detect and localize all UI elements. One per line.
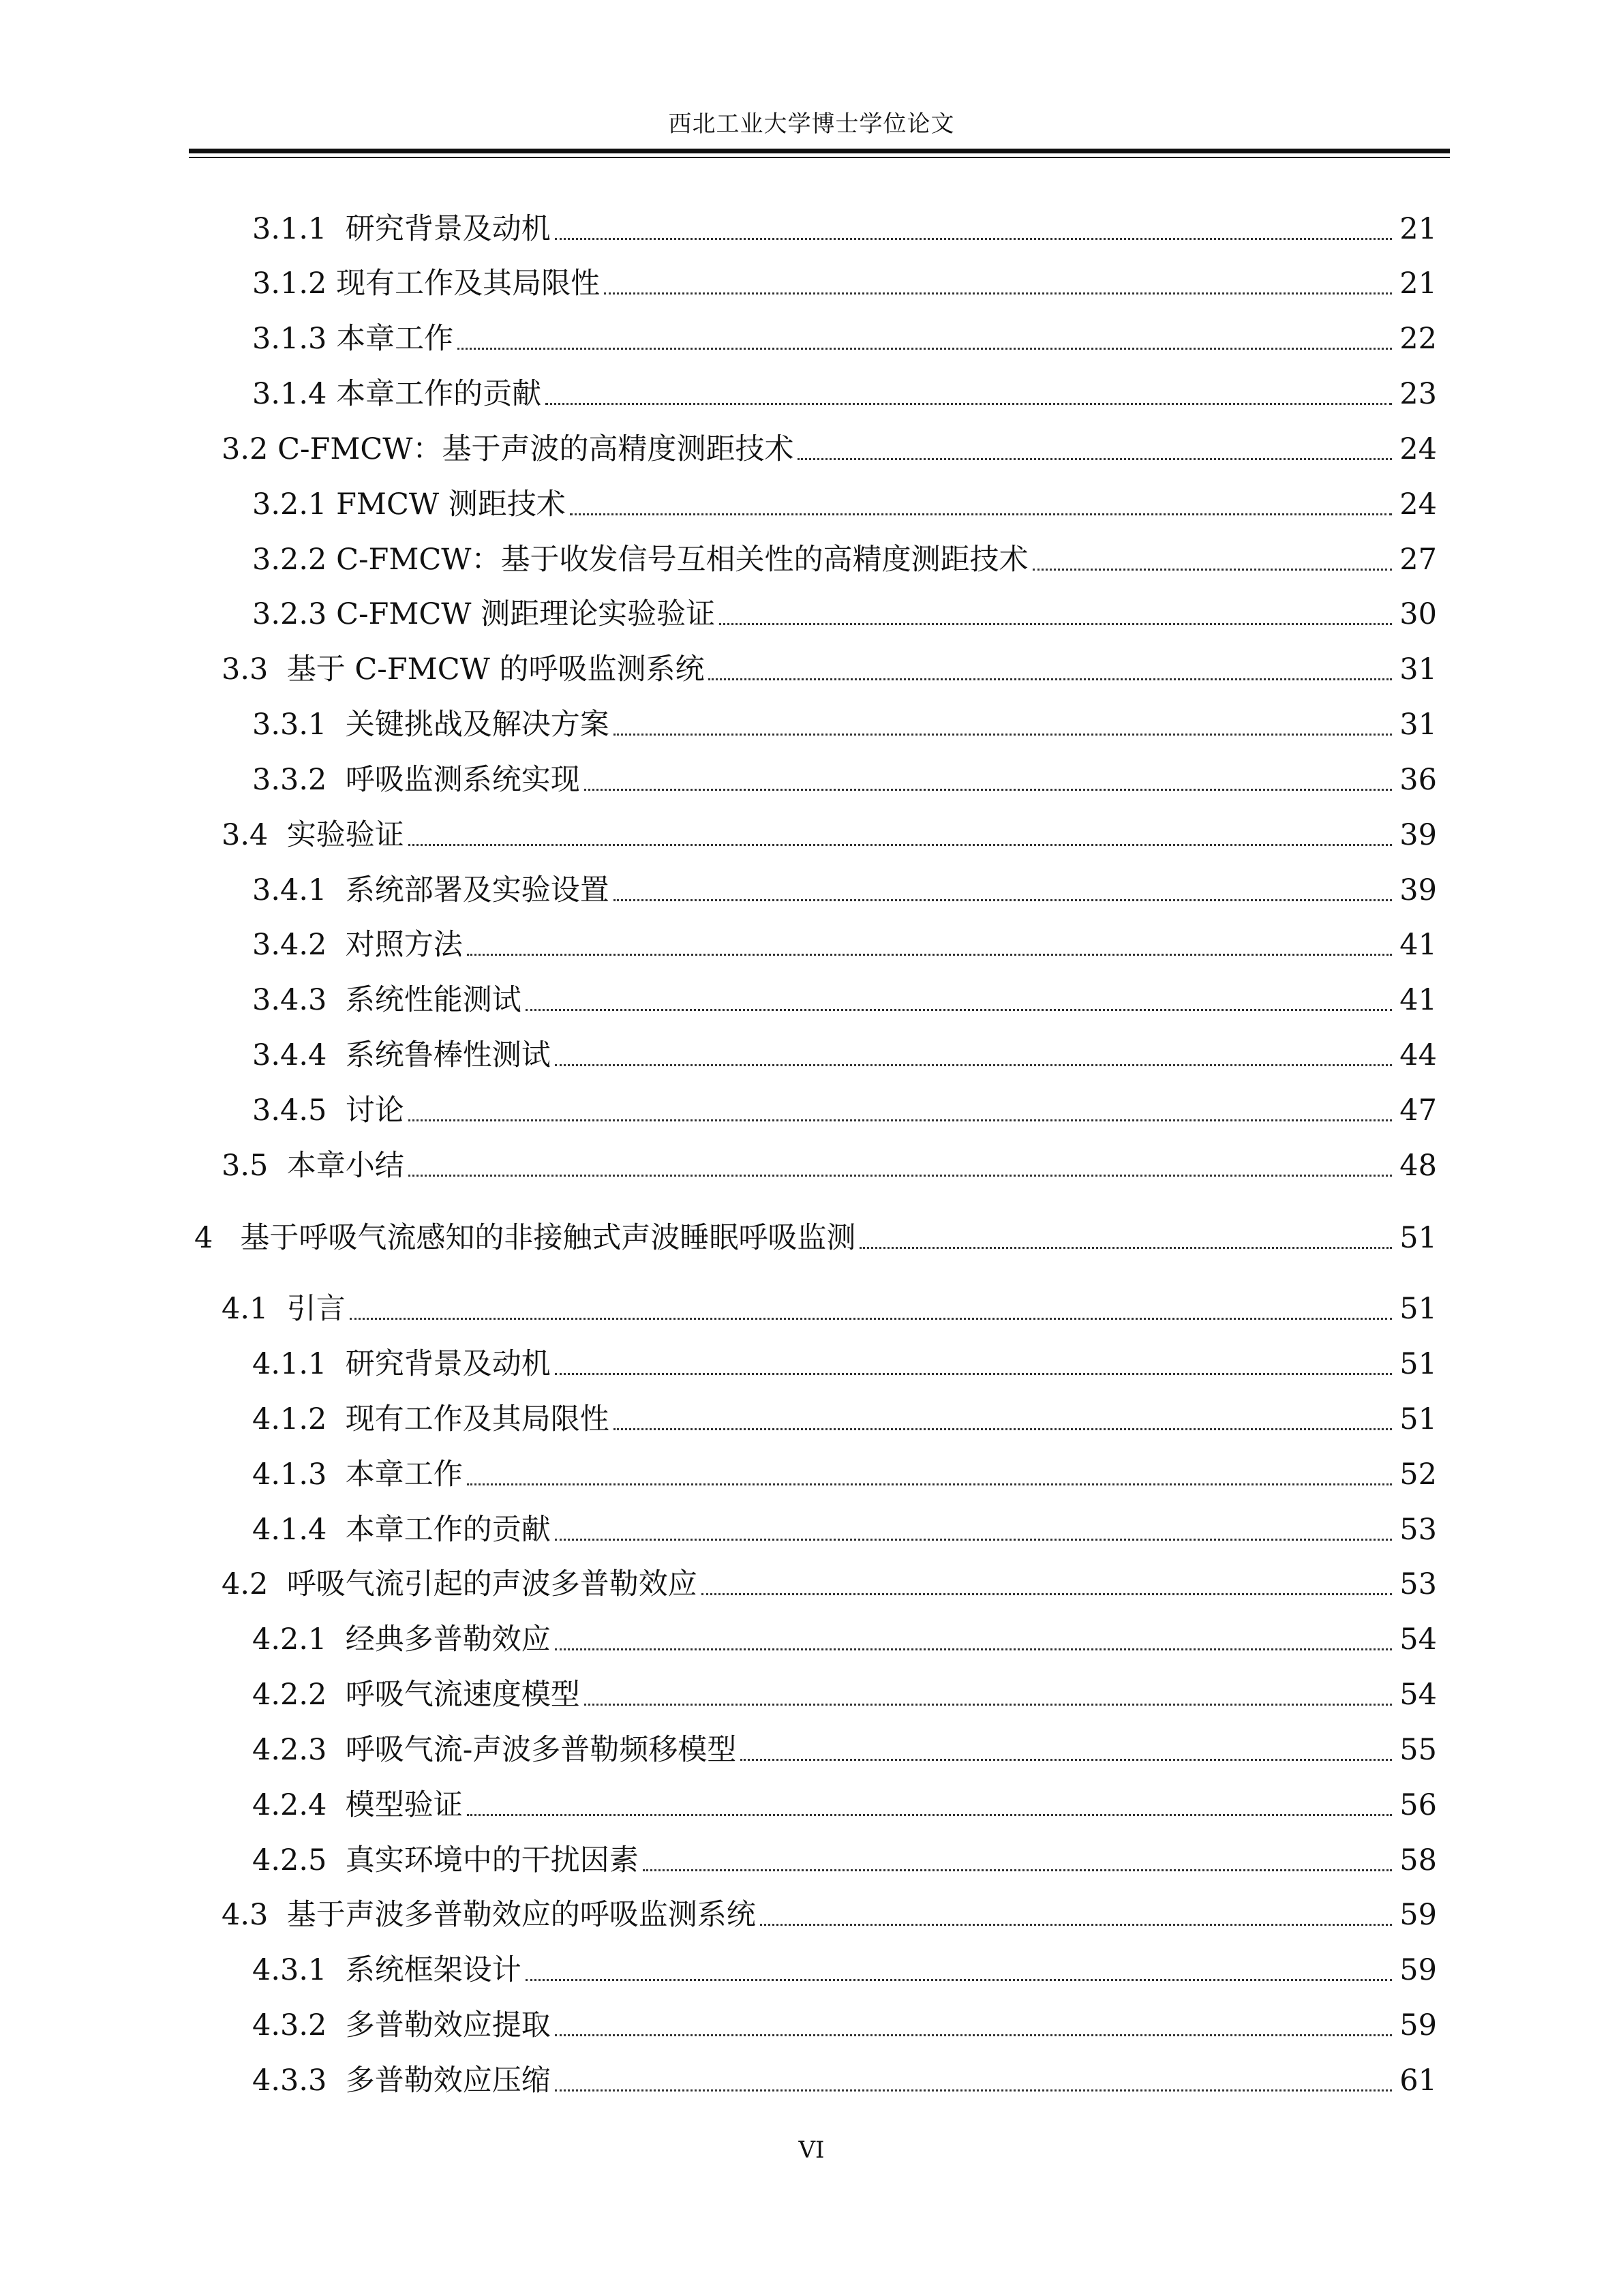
toc-entry-separator	[268, 815, 286, 856]
toc-entry-page: 36	[1399, 763, 1437, 797]
toc-dot-leader	[555, 1648, 1392, 1650]
toc-entry-separator	[268, 1564, 286, 1605]
toc-entry-page: 47	[1399, 1093, 1437, 1128]
toc-chapter-number: 4	[194, 1221, 213, 1255]
toc-entry[interactable]	[0, 649, 1437, 690]
toc-entry-page: 51	[1399, 1402, 1437, 1436]
toc-entry[interactable]	[0, 484, 1437, 525]
toc-entry-page: 23	[1399, 377, 1437, 411]
toc-dot-leader	[555, 2034, 1392, 2036]
toc-entry-page: 21	[1399, 212, 1437, 246]
toc-entry-separator	[327, 759, 345, 800]
toc-dot-leader	[860, 1247, 1392, 1249]
toc-entry-title: 经典多普勒效应	[345, 1622, 551, 1657]
toc-entry-title: 关键挑战及解决方案	[345, 708, 609, 742]
toc-entry-title: C-FMCW 测距理论实验验证	[336, 597, 716, 631]
toc-entry-number: 3.1.2	[252, 267, 327, 301]
toc-entry-title: 系统框架设计	[345, 1953, 521, 1987]
toc-entry-separator	[327, 539, 336, 580]
toc-entry-separator	[268, 649, 286, 690]
toc-entry-number: 4.1	[222, 1292, 269, 1326]
toc-entry[interactable]	[0, 1564, 1437, 1605]
toc-dot-leader	[740, 1759, 1392, 1761]
toc-dot-leader	[708, 678, 1392, 680]
toc-entry[interactable]	[0, 815, 1437, 856]
toc-entry-number: 4.1.3	[252, 1457, 327, 1492]
toc-entry[interactable]	[0, 429, 1437, 470]
toc-entry-page: 24	[1399, 432, 1437, 466]
toc-entry-title: 系统鲁棒性测试	[345, 1038, 551, 1072]
toc-entry-page: 27	[1399, 543, 1437, 577]
header-rule-thin	[189, 157, 1450, 158]
toc-dot-leader	[526, 1979, 1392, 1981]
toc-entry[interactable]	[0, 1454, 1437, 1495]
toc-dot-leader	[613, 899, 1392, 901]
toc-entry-separator	[327, 1785, 345, 1826]
toc-entry-title: C-FMCW：基于收发信号互相关性的高精度测距技术	[336, 543, 1029, 577]
toc-entry-page: 54	[1399, 1678, 1437, 1712]
toc-entry-title: 研究背景及动机	[345, 212, 551, 246]
toc-entry-title: 现有工作及其局限性	[345, 1402, 609, 1436]
toc-entry[interactable]	[0, 1090, 1437, 1131]
toc-dot-leader	[555, 238, 1392, 240]
toc-entry[interactable]	[0, 2060, 1437, 2101]
toc-dot-leader	[701, 1593, 1392, 1595]
toc-entry-separator	[327, 1619, 345, 1660]
toc-entry-page: 21	[1399, 267, 1437, 301]
toc-entry-title: 呼吸气流-声波多普勒频移模型	[345, 1733, 737, 1767]
toc-entry-number: 4.1.1	[252, 1347, 327, 1381]
toc-entry[interactable]	[0, 594, 1437, 635]
toc-dot-leader	[604, 292, 1392, 294]
toc-dot-leader	[719, 623, 1392, 625]
toc-dot-leader	[545, 403, 1392, 405]
toc-entry-page: 53	[1399, 1567, 1437, 1601]
toc-entry[interactable]	[0, 980, 1437, 1021]
toc-entry-separator	[327, 1509, 345, 1550]
toc-entry-separator	[268, 1288, 286, 1329]
toc-dot-leader	[798, 458, 1392, 460]
toc-entry-title: 多普勒效应提取	[345, 2008, 551, 2042]
toc-entry-page: 31	[1399, 708, 1437, 742]
toc-entry[interactable]	[0, 1145, 1437, 1186]
toc-dot-leader	[526, 1009, 1392, 1011]
toc-entry[interactable]	[0, 1674, 1437, 1715]
toc-entry-page: 39	[1399, 818, 1437, 852]
page-header-title: 西北工业大学博士学位论文	[668, 110, 955, 138]
toc-dot-leader	[408, 844, 1392, 846]
toc-dot-leader	[760, 1924, 1392, 1926]
toc-dot-leader	[408, 1175, 1392, 1177]
toc-entry-separator	[327, 870, 345, 911]
toc-entry[interactable]	[0, 1399, 1437, 1440]
toc-entry-number: 4.3.3	[252, 2064, 327, 2098]
toc-entry-separator	[268, 429, 277, 470]
toc-entry-separator	[327, 318, 336, 359]
toc-entry-title: C-FMCW：基于声波的高精度测距技术	[277, 432, 794, 466]
toc-entry-number: 3.4	[222, 818, 269, 852]
toc-entry-number: 4.3.2	[252, 2008, 327, 2042]
toc-entry-page: 22	[1399, 322, 1437, 356]
toc-dot-leader	[584, 1704, 1392, 1706]
toc-entry-number: 4.2.5	[252, 1843, 327, 1877]
toc-entry-number: 4.2.2	[252, 1678, 327, 1712]
toc-entry-title: 呼吸气流引起的声波多普勒效应	[286, 1567, 697, 1601]
toc-entry-title: 实验验证	[286, 818, 404, 852]
toc-entry-page: 41	[1399, 983, 1437, 1017]
toc-entry-number: 4.2.1	[252, 1622, 327, 1657]
toc-entry-page: 41	[1399, 928, 1437, 962]
toc-entry-number: 3.2.1	[252, 487, 327, 522]
toc-entry[interactable]	[0, 870, 1437, 911]
toc-entry-page: 59	[1399, 2008, 1437, 2042]
toc-entry[interactable]	[0, 1894, 1437, 1935]
toc-entry-number: 3.3	[222, 652, 269, 686]
toc-entry[interactable]	[0, 924, 1437, 965]
toc-entry-page: 55	[1399, 1733, 1437, 1767]
header-rule-thick	[189, 149, 1450, 153]
toc-entry-page: 48	[1399, 1149, 1437, 1183]
toc-entry-page: 59	[1399, 1953, 1437, 1987]
toc-entry[interactable]	[0, 1950, 1437, 1991]
toc-entry[interactable]	[0, 1619, 1437, 1660]
toc-dot-leader	[613, 734, 1392, 736]
toc-dot-leader	[467, 1483, 1392, 1485]
toc-entry-page: 30	[1399, 597, 1437, 631]
toc-dot-leader	[467, 1814, 1392, 1816]
toc-entry[interactable]	[0, 1035, 1437, 1076]
toc-entry-title: 对照方法	[345, 928, 463, 962]
toc-entry[interactable]	[0, 704, 1437, 745]
toc-entry-number: 4.2.3	[252, 1733, 327, 1767]
toc-entry-title: 真实环境中的干扰因素	[345, 1843, 639, 1877]
toc-entry-separator	[327, 980, 345, 1021]
toc-entry-separator	[268, 1894, 286, 1935]
toc-dot-leader	[1033, 569, 1393, 571]
toc-entry-separator	[327, 924, 345, 965]
toc-entry-separator	[327, 1090, 345, 1131]
toc-entry[interactable]	[0, 1729, 1437, 1770]
toc-entry-title: 系统部署及实验设置	[345, 873, 609, 907]
toc-entry-separator	[327, 1344, 345, 1385]
toc-entry-number: 3.4.1	[252, 873, 327, 907]
toc-entry[interactable]	[0, 539, 1437, 580]
toc-entry[interactable]	[0, 374, 1437, 414]
toc-entry-separator	[327, 1399, 345, 1440]
toc-entry-separator	[327, 1454, 345, 1495]
toc-entry-separator	[327, 2060, 345, 2101]
toc-entry-number: 3.1.1	[252, 212, 327, 246]
toc-entry-number: 3.1.4	[252, 377, 327, 411]
toc-entry-number: 4.3.1	[252, 1953, 327, 1987]
toc-entry[interactable]	[0, 209, 1437, 250]
toc-entry-separator	[327, 1674, 345, 1715]
toc-entry-number: 3.4.3	[252, 983, 327, 1017]
toc-entry-title: 本章小结	[286, 1149, 404, 1183]
toc-entry-title: 呼吸监测系统实现	[345, 763, 580, 797]
toc-entry-number: 3.5	[222, 1149, 269, 1183]
toc-dot-leader	[555, 2089, 1392, 2091]
toc-entry-title: 系统性能测试	[345, 983, 521, 1017]
toc-entry-title: 基于 C-FMCW 的呼吸监测系统	[286, 652, 705, 686]
toc-entry[interactable]	[0, 759, 1437, 800]
toc-entry-title: 呼吸气流速度模型	[345, 1678, 580, 1712]
toc-entry-page: 59	[1399, 1898, 1437, 1932]
toc-dot-leader	[584, 789, 1392, 791]
toc-entry-page: 56	[1399, 1788, 1437, 1822]
toc-dot-leader	[643, 1869, 1392, 1871]
toc-entry-page: 51	[1399, 1347, 1437, 1381]
toc-entry-title: 多普勒效应压缩	[345, 2064, 551, 2098]
toc-entry-page: 52	[1399, 1457, 1437, 1492]
toc-entry-page: 44	[1399, 1038, 1437, 1072]
toc-entry-title: 引言	[286, 1292, 346, 1326]
toc-entry[interactable]	[0, 2005, 1437, 2046]
toc-entry-title: 本章工作	[336, 322, 454, 356]
toc-dot-leader	[408, 1119, 1392, 1121]
toc-entry[interactable]	[0, 1509, 1437, 1550]
toc-entry-title: 现有工作及其局限性	[336, 267, 601, 301]
page-number: VI	[798, 2136, 825, 2164]
toc-dot-leader	[555, 1373, 1392, 1375]
toc-entry-separator	[327, 209, 345, 250]
toc-entry-separator	[327, 594, 336, 635]
toc-entry-number: 3.4.2	[252, 928, 327, 962]
toc-entry[interactable]	[0, 1840, 1437, 1881]
toc-entry-page: 61	[1399, 2064, 1437, 2098]
toc-entry-separator	[327, 1950, 345, 1991]
toc-entry-title: 本章工作	[345, 1457, 463, 1492]
toc-entry[interactable]	[0, 318, 1437, 359]
toc-entry-separator	[327, 484, 336, 525]
toc-entry-title: 本章工作的贡献	[336, 377, 542, 411]
toc-entry-page: 58	[1399, 1843, 1437, 1877]
toc-entry-number: 3.4.4	[252, 1038, 327, 1072]
toc-entry-number: 3.1.3	[252, 322, 327, 356]
toc-entry[interactable]	[0, 1785, 1437, 1826]
toc-dot-leader	[350, 1318, 1392, 1320]
toc-entry-separator	[327, 1035, 345, 1076]
toc-entry-number: 4.3	[222, 1898, 269, 1932]
toc-entry[interactable]	[0, 1344, 1437, 1385]
toc-entry-separator	[327, 374, 336, 414]
toc-entry-title: 讨论	[345, 1093, 404, 1128]
toc-entry-separator	[327, 263, 336, 304]
toc-dot-leader	[555, 1064, 1392, 1066]
toc-entry-separator	[327, 1729, 345, 1770]
toc-entry-number: 4.2	[222, 1567, 269, 1601]
toc-entry-number: 3.2.2	[252, 543, 327, 577]
toc-entry-number: 3.2.3	[252, 597, 327, 631]
toc-dot-leader	[613, 1428, 1392, 1430]
toc-entry-page: 24	[1399, 487, 1437, 522]
toc-entry-title: 模型验证	[345, 1788, 463, 1822]
toc-entry-separator	[327, 704, 345, 745]
toc-entry-number: 4.1.2	[252, 1402, 327, 1436]
toc-entry-page: 53	[1399, 1513, 1437, 1547]
toc-entry-title: FMCW 测距技术	[336, 487, 566, 522]
toc-entry-title: 基于声波多普勒效应的呼吸监测系统	[286, 1898, 756, 1932]
toc-chapter-title: 基于呼吸气流感知的非接触式声波睡眠呼吸监测	[240, 1221, 856, 1255]
toc-chapter-entry[interactable]	[0, 1218, 1437, 1258]
toc-entry-page: 39	[1399, 873, 1437, 907]
toc-entry-title: 本章工作的贡献	[345, 1513, 551, 1547]
toc-entry-number: 4.2.4	[252, 1788, 327, 1822]
toc-dot-leader	[555, 1539, 1392, 1541]
toc-entry-page: 31	[1399, 652, 1437, 686]
toc-dot-leader	[467, 954, 1392, 956]
toc-entry-number: 3.2	[222, 432, 269, 466]
toc-entry-number: 3.4.5	[252, 1093, 327, 1128]
toc-entry-title: 研究背景及动机	[345, 1347, 551, 1381]
toc-entry-page: 51	[1399, 1292, 1437, 1326]
toc-entry-number: 4.1.4	[252, 1513, 327, 1547]
toc-entry-page: 51	[1399, 1221, 1437, 1255]
toc-entry-page: 54	[1399, 1622, 1437, 1657]
toc-entry[interactable]	[0, 1288, 1437, 1329]
toc-dot-leader	[570, 513, 1392, 515]
toc-entry-separator	[327, 1840, 345, 1881]
toc-entry-separator	[327, 2005, 345, 2046]
toc-dot-leader	[457, 348, 1392, 350]
toc-entry-number: 3.3.2	[252, 763, 327, 797]
toc-entry-separator	[268, 1145, 286, 1186]
toc-entry[interactable]	[0, 263, 1437, 304]
toc-entry-number: 3.3.1	[252, 708, 327, 742]
